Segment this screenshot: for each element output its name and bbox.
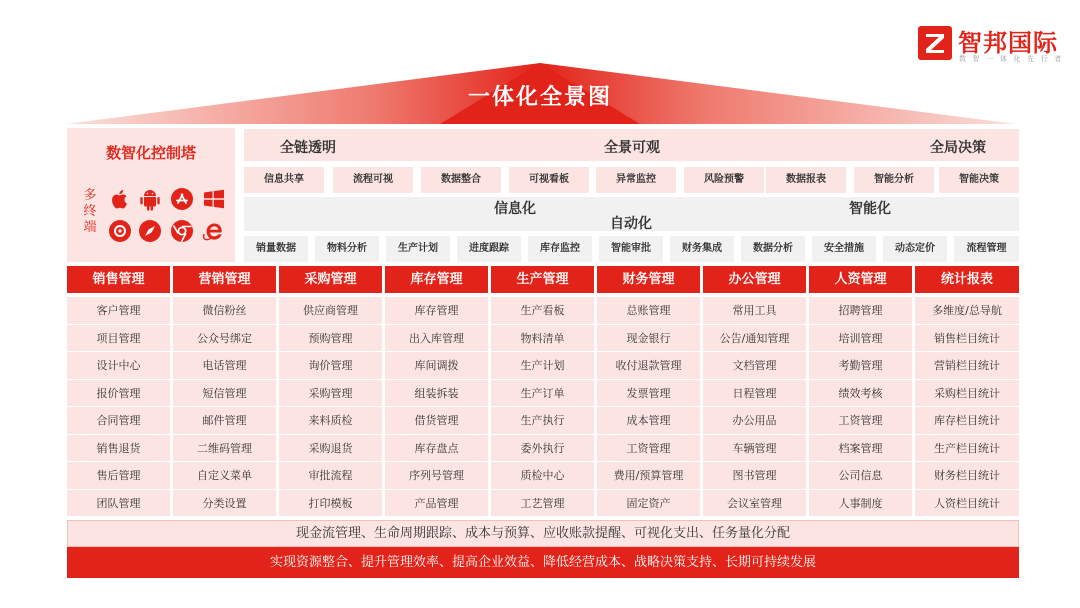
module-items — [703, 297, 806, 517]
roof-title: 一体化全景图 — [467, 85, 612, 110]
module-header: 人资管理 — [809, 266, 912, 293]
module-column-production — [491, 266, 594, 517]
module-item: 固定资产 — [597, 490, 700, 518]
module-item: 人事制度 — [809, 490, 912, 518]
module-item: 销售栏目统计 — [915, 325, 1019, 353]
module-items — [173, 297, 276, 517]
module-item: 公众号绑定 — [173, 325, 276, 353]
module-item: 工艺管理 — [491, 490, 594, 518]
module-column-hr — [809, 266, 912, 517]
module-item: 打印模板 — [279, 490, 382, 518]
module-items — [597, 297, 700, 517]
module-item: 生产看板 — [491, 297, 594, 325]
module-column-marketing — [173, 266, 276, 517]
module-item: 序列号管理 — [385, 462, 488, 490]
module-item: 借货管理 — [385, 407, 488, 435]
top-chip: 智能分析 — [854, 167, 934, 193]
top-chip: 异常监控 — [596, 167, 676, 193]
top-chip: 风险预警 — [684, 167, 764, 193]
module-item: 库存盘点 — [385, 435, 488, 463]
module-header: 销售管理 — [67, 266, 170, 293]
module-item: 文档管理 — [703, 352, 806, 380]
module-item: 生产执行 — [491, 407, 594, 435]
module-column-inventory — [385, 266, 488, 517]
module-header: 库存管理 — [385, 266, 488, 293]
top-chip: 数据整合 — [421, 167, 501, 193]
informatization-label: 信息化 — [494, 201, 536, 217]
module-item: 短信管理 — [173, 380, 276, 408]
module-item: 公告/通知管理 — [703, 325, 806, 353]
module-item: 办公用品 — [703, 407, 806, 435]
bottom-chip: 进度跟踪 — [457, 236, 521, 262]
brand-logo — [918, 22, 1064, 66]
module-items — [279, 297, 382, 517]
module-item: 销售退货 — [67, 435, 170, 463]
module-item: 委外执行 — [491, 435, 594, 463]
android-icon — [137, 186, 163, 212]
benefits-bar: 实现资源整合、提升管理效率、提高企业效益、降低经营成本、战略决策支持、长期可持续发展 — [67, 547, 1019, 578]
ie-icon — [201, 218, 227, 244]
bottom-chip-row — [244, 236, 1019, 262]
module-item: 询价管理 — [279, 352, 382, 380]
module-item: 多维度/总导航 — [915, 297, 1019, 325]
module-item: 供应商管理 — [279, 297, 382, 325]
module-item: 图书管理 — [703, 462, 806, 490]
module-item: 出入库管理 — [385, 325, 488, 353]
module-item: 现金银行 — [597, 325, 700, 353]
module-item: 档案管理 — [809, 435, 912, 463]
module-item: 自定义菜单 — [173, 462, 276, 490]
module-item: 发票管理 — [597, 380, 700, 408]
module-items — [809, 297, 912, 517]
module-item: 采购退货 — [279, 435, 382, 463]
module-item: 审批流程 — [279, 462, 382, 490]
module-item: 报价管理 — [67, 380, 170, 408]
module-item: 组装拆装 — [385, 380, 488, 408]
module-item: 生产栏目统计 — [915, 435, 1019, 463]
multi-terminal-label: 多终端 — [83, 188, 97, 235]
module-items — [67, 297, 170, 517]
module-item: 电话管理 — [173, 352, 276, 380]
module-items — [491, 297, 594, 517]
features-bar: 现金流管理、生命周期跟踪、成本与预算、应收账款提醒、可视化支出、任务量化分配 — [67, 520, 1019, 547]
module-item: 日程管理 — [703, 380, 806, 408]
top-chip: 可视看板 — [509, 167, 589, 193]
apple-icon — [107, 186, 133, 212]
automation-label: 自动化 — [610, 216, 652, 232]
top-chip: 信息共享 — [244, 167, 324, 193]
bottom-chip: 生产计划 — [386, 236, 450, 262]
logo-z-icon — [918, 26, 952, 60]
bottom-chip: 数据分析 — [741, 236, 805, 262]
module-item: 招聘管理 — [809, 297, 912, 325]
module-item: 二维码管理 — [173, 435, 276, 463]
bottom-chip: 财务集成 — [670, 236, 734, 262]
module-column-finance — [597, 266, 700, 517]
module-column-procurement — [279, 266, 382, 517]
bottom-chip: 库存监控 — [528, 236, 592, 262]
module-item: 成本管理 — [597, 407, 700, 435]
logo-tagline: 数 智 一 体 化 先 行 者 — [959, 55, 1064, 63]
module-item: 微信粉丝 — [173, 297, 276, 325]
module-column-sales — [67, 266, 170, 517]
module-item: 工资管理 — [597, 435, 700, 463]
bottom-chip: 智能审批 — [599, 236, 663, 262]
module-item: 采购栏目统计 — [915, 380, 1019, 408]
module-item: 生产订单 — [491, 380, 594, 408]
module-items — [385, 297, 488, 517]
module-item: 客户管理 — [67, 297, 170, 325]
module-item: 售后管理 — [67, 462, 170, 490]
module-item: 库存管理 — [385, 297, 488, 325]
module-header: 营销管理 — [173, 266, 276, 293]
module-item: 考勤管理 — [809, 352, 912, 380]
header-band — [244, 129, 1019, 161]
module-item: 收付退款管理 — [597, 352, 700, 380]
bottom-chip: 流程管理 — [954, 236, 1019, 262]
band-label-transparency: 全链透明 — [280, 140, 336, 156]
chrome-icon — [169, 218, 195, 244]
module-item: 邮件管理 — [173, 407, 276, 435]
module-item: 营销栏目统计 — [915, 352, 1019, 380]
module-item: 财务栏目统计 — [915, 462, 1019, 490]
module-item: 生产计划 — [491, 352, 594, 380]
module-item: 绩效考核 — [809, 380, 912, 408]
module-item: 人资栏目统计 — [915, 490, 1019, 518]
top-chip: 数据报表 — [766, 167, 846, 193]
intelligentization-label: 智能化 — [849, 201, 891, 217]
module-items — [915, 297, 1019, 517]
module-item: 培训管理 — [809, 325, 912, 353]
compass-icon — [137, 218, 163, 244]
top-chip: 智能决策 — [939, 167, 1019, 193]
bottom-chip: 销量数据 — [244, 236, 308, 262]
logo-name: 智邦国际 — [958, 29, 1058, 57]
module-item: 总账管理 — [597, 297, 700, 325]
module-item: 物料清单 — [491, 325, 594, 353]
band-label-decision: 全局决策 — [930, 140, 986, 156]
module-item: 合同管理 — [67, 407, 170, 435]
module-item: 工资管理 — [809, 407, 912, 435]
app-store-icon — [169, 186, 195, 212]
control-tower-title: 数智化控制塔 — [105, 144, 196, 162]
module-column-office — [703, 266, 806, 517]
module-item: 公司信息 — [809, 462, 912, 490]
module-item: 产品管理 — [385, 490, 488, 518]
control-tower-panel — [67, 128, 235, 262]
module-item: 库间调拨 — [385, 352, 488, 380]
top-chip-row — [244, 167, 1019, 193]
module-item: 费用/预算管理 — [597, 462, 700, 490]
module-column-reports — [915, 266, 1019, 517]
middle-band — [244, 197, 1019, 231]
module-item: 来料质检 — [279, 407, 382, 435]
module-item: 库存栏目统计 — [915, 407, 1019, 435]
module-header: 财务管理 — [597, 266, 700, 293]
band-label-panorama: 全景可观 — [604, 140, 660, 156]
top-chip: 流程可视 — [333, 167, 413, 193]
module-header: 统计报表 — [915, 266, 1019, 293]
module-item: 设计中心 — [67, 352, 170, 380]
module-header: 办公管理 — [703, 266, 806, 293]
module-header: 生产管理 — [491, 266, 594, 293]
module-item: 会议室管理 — [703, 490, 806, 518]
windows-icon — [201, 186, 227, 212]
bottom-chip: 安全措施 — [812, 236, 876, 262]
module-item: 项目管理 — [67, 325, 170, 353]
bottom-chip: 动态定价 — [883, 236, 947, 262]
module-item: 团队管理 — [67, 490, 170, 518]
module-item: 预购管理 — [279, 325, 382, 353]
bottom-chip: 物料分析 — [315, 236, 379, 262]
module-item: 质检中心 — [491, 462, 594, 490]
record-icon — [107, 218, 133, 244]
module-item: 分类设置 — [173, 490, 276, 518]
module-item: 常用工具 — [703, 297, 806, 325]
module-header: 采购管理 — [279, 266, 382, 293]
module-item: 采购管理 — [279, 380, 382, 408]
module-item: 车辆管理 — [703, 435, 806, 463]
